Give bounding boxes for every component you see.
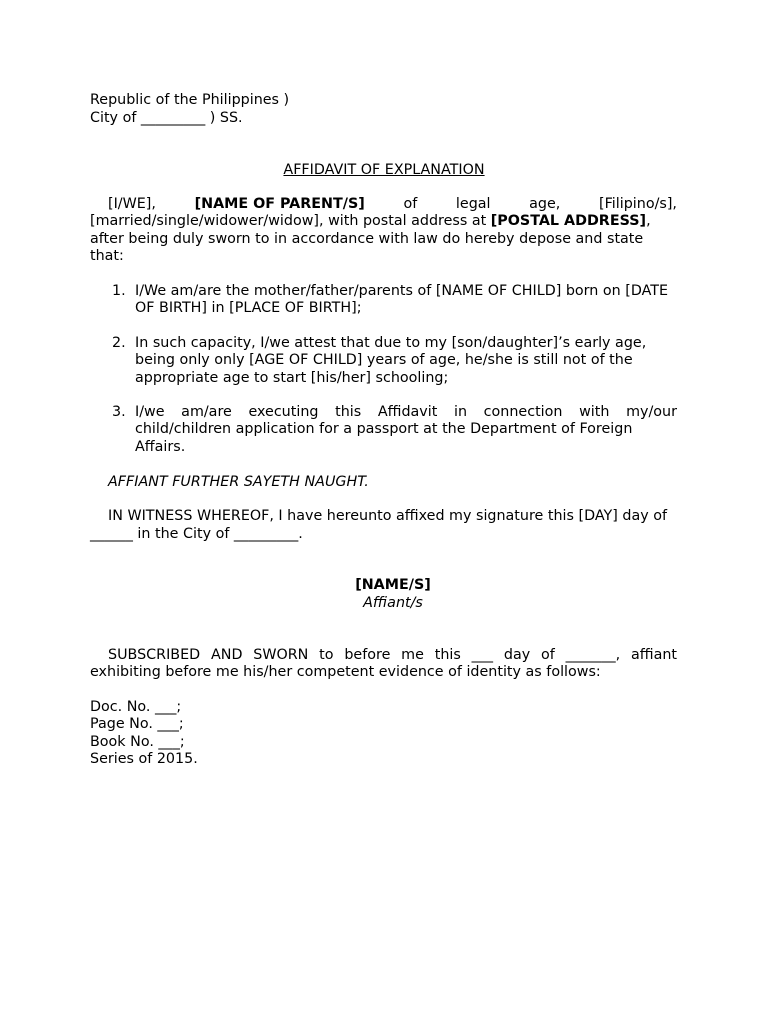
list-item-line: I/We am/are the mother/father/parents of [NAME OF CHILD] born on [DATE — [135, 283, 669, 299]
notarial-page-no: Page No. ___; — [90, 716, 184, 732]
notarial-doc-no: Doc. No. ___; — [90, 699, 182, 715]
intro-line-4: that: — [90, 248, 124, 264]
intro-postal-address: [POSTAL ADDRESS] — [490, 213, 647, 229]
intro-line-3: after being duly sworn to in accordance with law do hereby depose and state — [90, 231, 644, 247]
list-item-line: In such capacity, I/we attest that due to my [son/daughter]’s early age, — [135, 335, 647, 351]
notarial-book-no: Book No. ___; — [90, 734, 185, 750]
list-item-number: 2. — [112, 335, 126, 351]
document-title: AFFIDAVIT OF EXPLANATION — [283, 162, 485, 178]
list-item-line: child/children application for a passport at the Department of Foreign — [135, 421, 633, 437]
list-item-number: 1. — [112, 283, 126, 299]
intro-name-of-parents: [NAME OF PARENT/S] — [194, 196, 365, 212]
intro-word-age: age, — [529, 196, 561, 212]
intro-line-2-comma: , — [646, 213, 651, 229]
jurat-line-1: SUBSCRIBED AND SWORN to before me this ___ day of _______, affiant — [108, 647, 677, 663]
signature-role: Affiant/s — [363, 595, 423, 611]
list-item-line: Affairs. — [135, 439, 186, 455]
witness-line-1: IN WITNESS WHEREOF, I have hereunto affixed my signature this [DAY] day of — [108, 508, 667, 524]
intro-word-of: of — [403, 196, 418, 212]
intro-word-legal: legal — [455, 196, 491, 212]
list-item-line: being only only [AGE OF CHILD] years of age, he/she is still not of the — [135, 352, 633, 368]
intro-word-iwe: [I/WE], — [108, 196, 156, 212]
intro-line-2 — [90, 213, 651, 230]
further-sayeth: AFFIANT FURTHER SAYETH NAUGHT. — [108, 474, 369, 490]
list-item-line: I/we am/are executing this Affidavit in connection with my/our — [135, 404, 677, 420]
jurat-line-2: exhibiting before me his/her competent evidence of identity as follows: — [90, 664, 601, 680]
list-item-line: OF BIRTH] in [PLACE OF BIRTH]; — [135, 300, 362, 316]
intro-line-2-text: [married/single/widower/widow], with postal address at — [90, 213, 491, 229]
notarial-series: Series of 2015. — [90, 751, 198, 767]
venue-line-city: City of _________ ) SS. — [90, 110, 243, 126]
witness-line-2: ______ in the City of _________. — [90, 526, 303, 542]
venue-line-republic: Republic of the Philippines ) — [90, 92, 290, 108]
intro-word-filipino: [Filipino/s], — [599, 196, 677, 212]
intro-line-1 — [90, 196, 677, 213]
list-item-line: appropriate age to start [his/her] schooling; — [135, 370, 449, 386]
signature-name: [NAME/S] — [355, 577, 431, 593]
list-item-number: 3. — [112, 404, 126, 420]
